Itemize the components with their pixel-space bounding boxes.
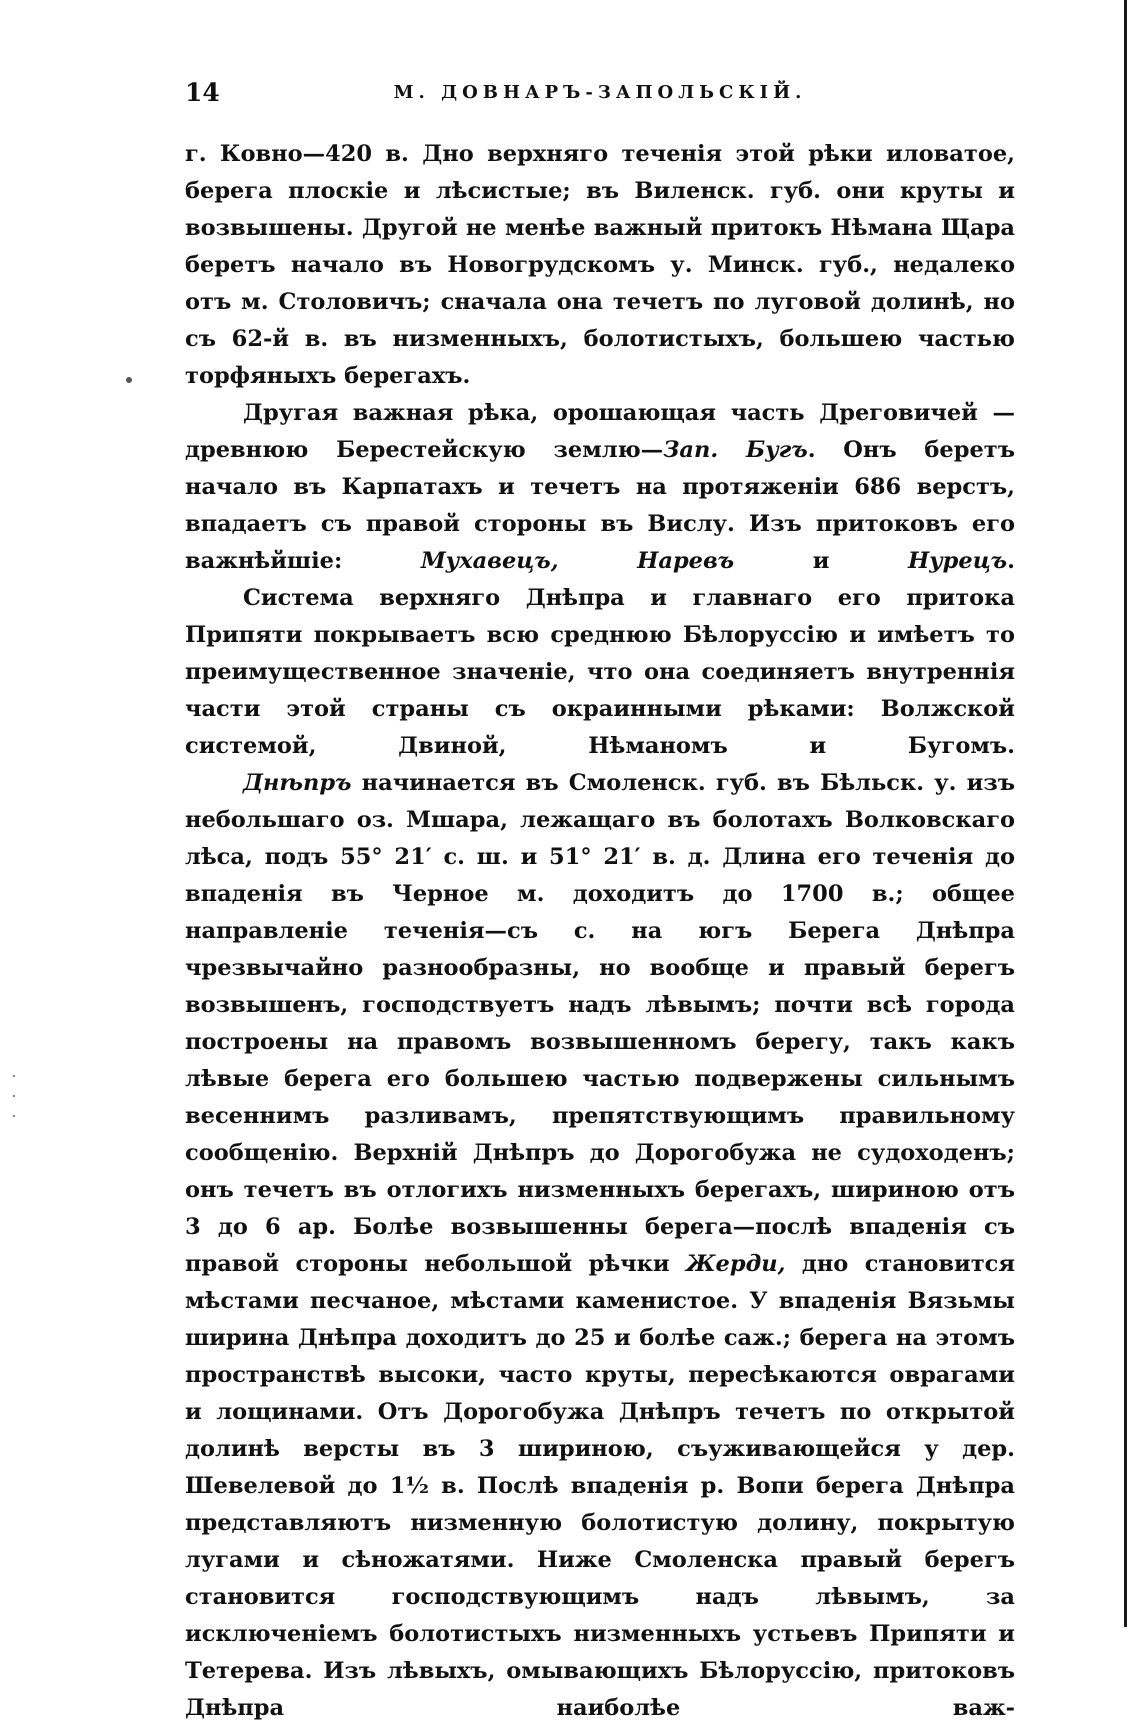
italic-text: Зап. Бугъ: [663, 437, 808, 463]
paragraph: [185, 395, 1015, 580]
margin-dot: [13, 1095, 15, 1097]
text-run: г. Ковно—420 в. Дно верхняго теченія этой рѣки иловатое, берега плоскіе и лѣсистые; въ Виленск. губ. они круты и возвышены. Другой не менѣе важный притокъ Нѣмана Щара беретъ начало въ Новогрудскомъ у. Минск. губ., недалеко отъ м. Столовичъ; сначала она течетъ по луговой долинѣ, но съ 62-й в. въ низменныхъ, болотистыхъ, большею частью торфяныхъ берегахъ.: [185, 141, 1015, 389]
paragraph: [185, 580, 1015, 765]
page-number: 14: [185, 78, 220, 107]
body-text: [185, 136, 1015, 1727]
italic-text: Нурецъ: [907, 548, 1008, 574]
page-header: [185, 78, 1015, 112]
text-run: Другая важная рѣка, орошающая часть Дреговичей — древнюю Берестейскую землю—: [185, 400, 1015, 463]
italic-text: Днѣпръ: [243, 770, 352, 796]
margin-dot: [13, 1075, 15, 1077]
text-run: . Онъ беретъ начало въ Карпатахъ и течетъ на протяженіи 686 верстъ, впадаетъ съ правой стороны въ Вислу. Изъ притоковъ его важнѣйшіе:: [185, 437, 1015, 574]
text-run: дно становится мѣстами песчаное, мѣстами каменистое. У впаденія Вязьмы ширина Днѣпра доходитъ до 25 и болѣе саж.; берега на этомъ пространствѣ высоки, часто круты, пересѣкаются оврагами и лощинами. Отъ Дорогобужа Днѣпръ течетъ по открытой долинѣ версты въ 3 шириною, съуживающейся у дер. Шевелевой до 1½ в. Послѣ впаденія р. Вопи берега Днѣпра представляютъ низменную болотистую долину, покрытую лугами и сѣножатями. Ниже Смоленска правый берегъ становится господствующимъ надъ лѣвымъ, за исключеніемъ болотистыхъ низменныхъ устьевъ Припяти и Тетерева. Изъ лѣвыхъ, омывающихъ Бѣлоруссію, притоковъ Днѣпра наиболѣе важ-: [185, 1251, 1016, 1721]
margin-dot: [13, 1115, 15, 1117]
italic-text: Мухавецъ, Наревъ: [420, 548, 735, 574]
italic-text: Жерди,: [686, 1251, 786, 1277]
margin-dot: [126, 377, 132, 383]
text-run: Система верхняго Днѣпра и главнаго его притока Припяти покрываетъ всю среднюю Бѣлоруссію и имѣетъ то преимущественное значеніе, что она соединяетъ внутреннія части этой страны съ окраинными рѣками: Волжской системой, Двиной, Нѣманомъ и Бугомъ.: [185, 585, 1015, 759]
paragraph: [185, 765, 1015, 1727]
page-edge-line: [1124, 0, 1127, 1627]
text-run: .: [1007, 548, 1016, 574]
text-run: начинается въ Смоленск. губ. въ Бѣльск. у. изъ небольшаго оз. Мшара, лежащаго въ болотахъ Волковскаго лѣса, подъ 55° 21′ с. ш. и 51° 21′ в. д. Длина его теченія до впаденія въ Черное м. доходитъ до 1700 в.; общее направленіе теченія—съ с. на югъ Берега Днѣпра чрезвычайно разнообразны, но вообще и правый берегъ возвышенъ, господствуетъ надъ лѣвымъ; почти всѣ города построены на правомъ возвышенномъ берегу, такъ какъ лѣвые берега его большею частью подвержены сильнымъ весеннимъ разливамъ, препятствующимъ правильному сообщенію. Верхній Днѣпръ до Дорогобужа не судоходенъ; онъ течетъ въ отлогихъ низменныхъ берегахъ, шириною отъ 3 до 6 ар. Болѣе возвышенны берега—послѣ впаденія съ правой стороны небольшой рѣчки: [185, 770, 1015, 1277]
running-title: М. ДОВНАРЪ-ЗАПОЛЬСКІЙ.: [393, 82, 807, 103]
paragraph: [185, 136, 1015, 395]
text-run: и: [734, 548, 908, 574]
